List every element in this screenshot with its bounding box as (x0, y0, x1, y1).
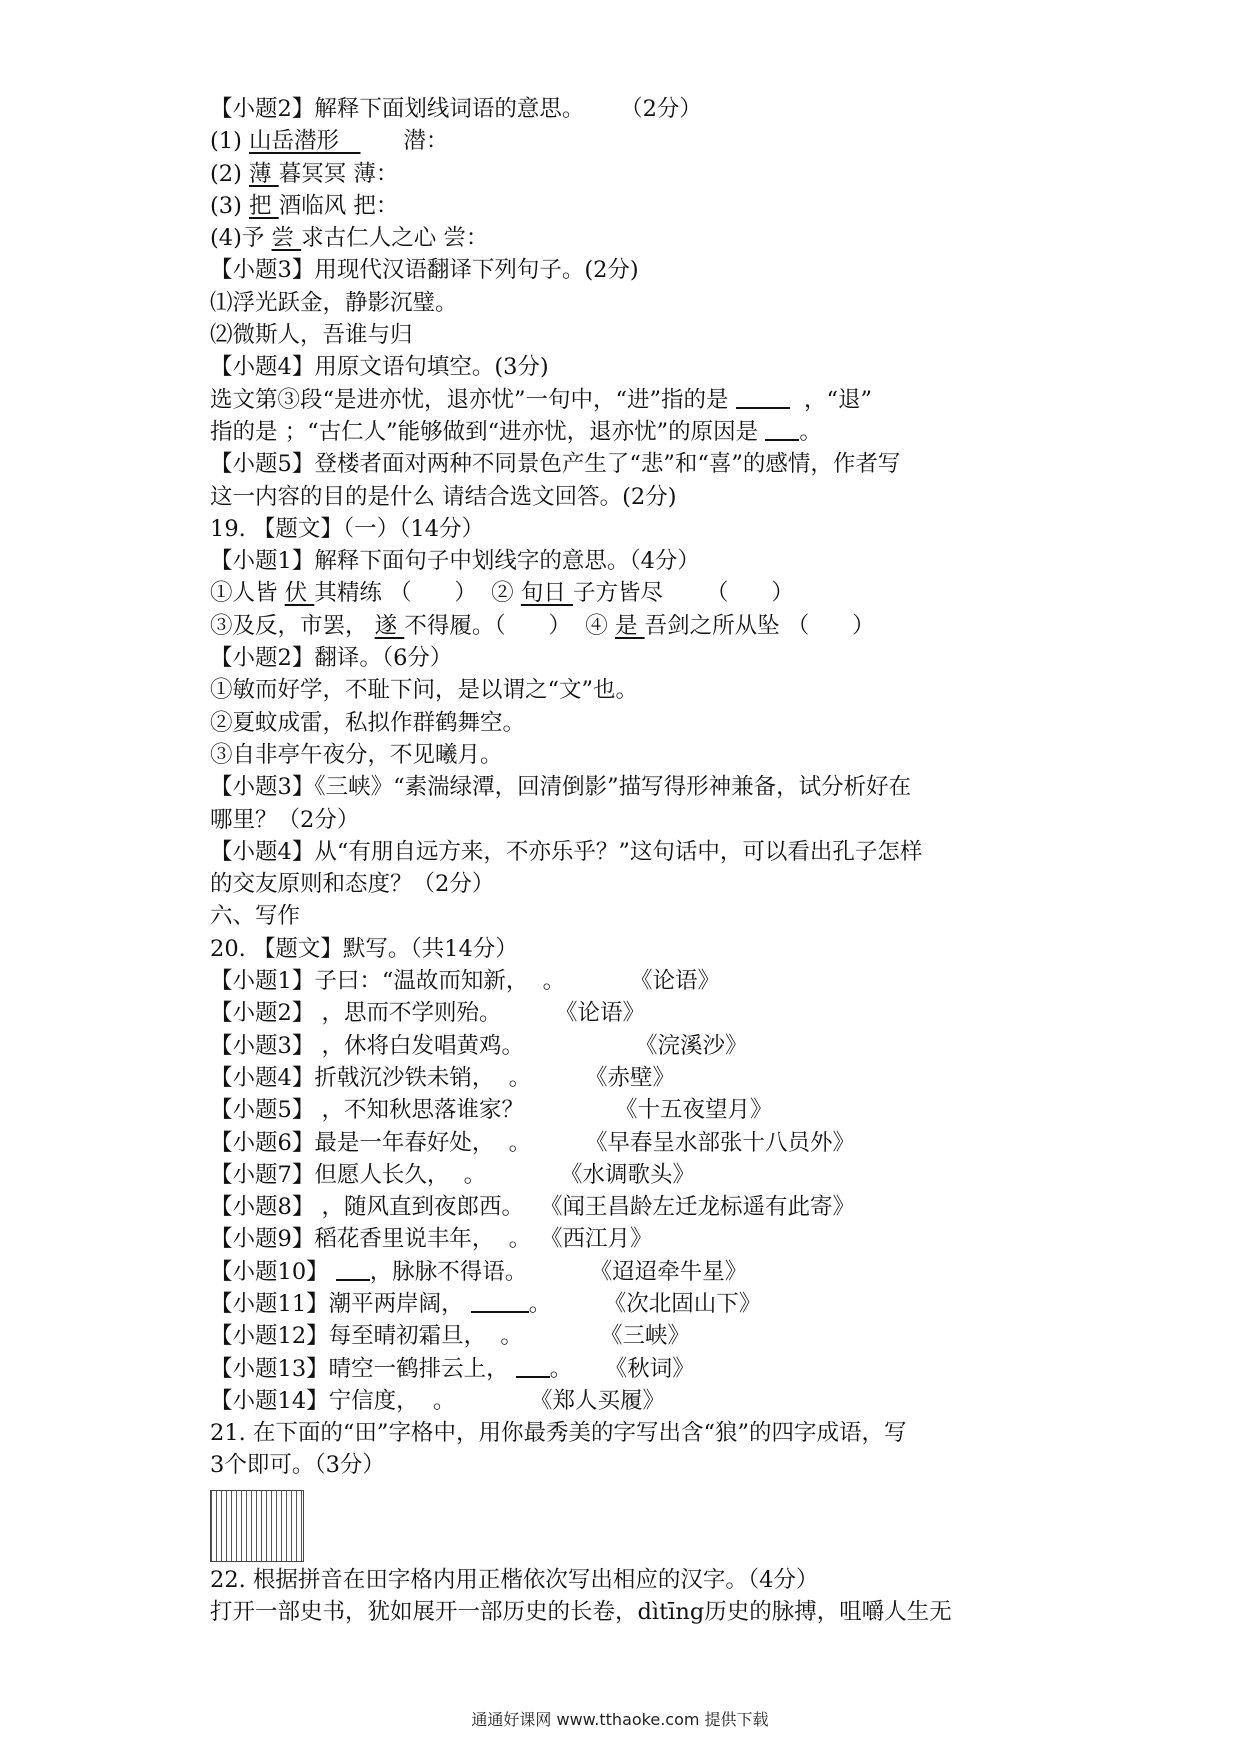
underlined-term: 是 (614, 612, 645, 639)
text-segment: 潜： (360, 128, 449, 155)
text-segment: ①敏而好学，不耻下问，是以谓之“文”也。 (210, 677, 639, 704)
underlined-term: 山岳潜形 (249, 128, 361, 155)
text-line (210, 577, 1040, 609)
tianzi-writing-grid[interactable] (210, 1490, 304, 1562)
text-segment: 。 (799, 418, 822, 445)
text-segment: 【小题4】用原文语句填空。(3分) (210, 354, 549, 381)
text-line (210, 513, 1040, 545)
text-segment: 《西江月》 (540, 1226, 653, 1253)
underlined-term: 伏 (284, 580, 315, 607)
fill-in-blank[interactable] (736, 385, 790, 409)
text-line (210, 868, 1040, 900)
text-segment: 3个即可。（3分） (210, 1452, 385, 1479)
text-segment: ③自非亭午夜分，不见曦月。 (210, 741, 503, 768)
text-segment: 指的是 ；“古仁人”能够做到“进亦忧，退亦忧”的原因是 (210, 418, 766, 445)
text-line (210, 384, 1040, 416)
text-segment: 【小题10】 (210, 1258, 336, 1285)
text-segment: 选文第③段“是进亦忧，退亦忧”一句中，“进”指的是 (210, 386, 736, 413)
text-segment: 《论语》 (630, 968, 721, 995)
text-segment: 《秋词》 (604, 1355, 695, 1382)
text-line (210, 351, 1040, 383)
text-segment: (3) (210, 192, 250, 219)
text-line (210, 836, 1040, 868)
text-line (210, 642, 1040, 674)
text-segment: 酒临风 把： (278, 192, 399, 219)
text-line (210, 448, 1040, 480)
text-line (210, 1223, 1040, 1255)
text-segment: 《迢迢牵牛星》 (589, 1258, 748, 1285)
text-line (210, 965, 1040, 997)
text-segment: (4)予 (210, 225, 272, 252)
document-page (210, 93, 1040, 1628)
text-segment: 不得履。（ ） ④ (404, 612, 615, 639)
text-line (210, 1030, 1040, 1062)
text-segment: 【小题1】子曰：“温故而知新， 。 (210, 968, 566, 995)
text-line (210, 1417, 1040, 1449)
text-line (210, 933, 1040, 965)
text-segment: ①人皆 (210, 580, 285, 607)
text-segment: 哪里？（2分） (210, 806, 360, 833)
text-line (210, 254, 1040, 286)
text-segment: 【小题13】晴空一鹤排云上， (210, 1355, 516, 1382)
text-line (210, 545, 1040, 577)
text-line (210, 610, 1040, 642)
text-segment: 暮冥冥 薄： (278, 160, 399, 187)
text-segment: 【小题2】解释下面划线词语的意思。 （2分） (210, 96, 702, 122)
text-line (210, 739, 1040, 771)
text-line (210, 1449, 1040, 1481)
text-line (210, 1596, 1040, 1628)
underlined-term: 薄 (249, 160, 279, 187)
page-footer: 通通好课网 www.tthaoke.com 提供下载 (471, 1710, 769, 1729)
text-segment: 【小题5】登楼者面对两种不同景色产生了“悲”和“喜”的感情，作者写 (210, 451, 901, 478)
text-segment: 《论语》 (555, 1000, 646, 1027)
text-segment: 。 (549, 1355, 573, 1382)
text-line (210, 1159, 1040, 1191)
text-line (210, 1191, 1040, 1223)
text-line (210, 1062, 1040, 1094)
fill-in-blank[interactable] (516, 1354, 550, 1378)
text-line (210, 93, 1040, 125)
text-segment: 【小题4】从“有朋自远方来，不亦乐乎？”这句话中，可以看出孔子怎样 (210, 838, 923, 865)
text-segment: (1) (210, 128, 250, 155)
text-segment: 【小题9】稻花香里说丰年， 。 (210, 1226, 532, 1253)
text-segment: 【小题1】解释下面句子中划线字的意思。（4分） (210, 548, 700, 575)
text-segment: 《赤壁》 (585, 1064, 676, 1091)
text-segment: 《闻王昌龄左迁龙标遥有此寄》 (540, 1194, 856, 1221)
text-segment: 19. 【题文】（一）（14分） (210, 515, 485, 542)
tianzi-grid-row (210, 1482, 1040, 1564)
text-segment: 【小题3】《三峡》“素湍绿潭，回清倒影”描写得形神兼备，试分析好在 (210, 774, 912, 801)
text-segment: 【小题2】翻译。（6分） (210, 645, 453, 672)
text-segment: (2) (210, 160, 250, 187)
text-segment: 【小题8】 ，随风直到夜郎西。 (210, 1194, 524, 1221)
text-segment: 22. 根据拼音在田字格内用正楷依次写出相应的汉字。（4分） (210, 1566, 819, 1593)
text-line (210, 997, 1040, 1029)
text-line (210, 707, 1040, 739)
text-segment: 21. 在下面的“田”字格中，用你最秀美的字写出含“狼”的四字成语，写 (210, 1420, 907, 1447)
text-segment: 【小题3】 ，休将白发唱黄鸡。 (210, 1032, 524, 1059)
text-line (210, 481, 1040, 513)
fill-in-blank[interactable] (336, 1257, 370, 1281)
text-line (210, 1256, 1040, 1288)
text-line (210, 1288, 1040, 1320)
underlined-term: 遂 (374, 612, 405, 639)
text-segment: 六、写作 (210, 903, 301, 930)
text-segment: 。 (528, 1290, 552, 1317)
text-segment: 【小题7】但愿人长久， 。 (210, 1161, 487, 1188)
text-segment: 【小题11】潮平两岸阔， (210, 1290, 471, 1317)
text-line (210, 287, 1040, 319)
text-segment: 【小题14】宁信度， 。 (210, 1387, 456, 1414)
underlined-term: 旬日 (520, 580, 573, 607)
text-segment: 其精练 （ ） ② (314, 580, 521, 607)
text-segment: 打开一部史书，犹如展开一部历史的长卷，dìtīng历史的脉搏，咀嚼人生无 (210, 1599, 952, 1626)
text-segment: 【小题12】每至晴初霜旦， 。 (210, 1323, 523, 1350)
text-segment: 的交友原则和态度？（2分） (210, 871, 495, 898)
text-segment: 【小题4】折戟沉沙铁未销， 。 (210, 1064, 532, 1091)
text-line (210, 1094, 1040, 1126)
text-line (210, 674, 1040, 706)
text-line (210, 804, 1040, 836)
text-segment: 《次北固山下》 (603, 1290, 762, 1317)
text-line (210, 900, 1040, 932)
fill-in-blank[interactable] (765, 417, 799, 441)
text-line (210, 1385, 1040, 1417)
text-line (210, 1564, 1040, 1596)
text-segment: 【小题6】最是一年春好处， 。 (210, 1129, 532, 1156)
text-segment: 20. 【题文】默写。（共14分） (210, 935, 518, 962)
text-segment: 吾剑之所从坠 （ ） (644, 612, 875, 639)
text-line (210, 1320, 1040, 1352)
text-segment: ⑴浮光跃金，静影沉璧。 (210, 289, 458, 316)
text-line (210, 158, 1040, 190)
text-segment: 《水调歌头》 (560, 1161, 696, 1188)
text-line (210, 416, 1040, 448)
text-segment: 《三峡》 (600, 1323, 691, 1350)
text-segment: 【小题3】用现代汉语翻译下列句子。(2分) (210, 257, 639, 284)
text-segment: ②夏蚊成雷，私拟作群鹤舞空。 (210, 709, 526, 736)
underlined-term: 把 (249, 192, 279, 219)
text-line (210, 319, 1040, 351)
underlined-term: 尝 (271, 225, 302, 252)
fill-in-blank[interactable] (471, 1289, 529, 1313)
text-segment: 这一内容的目的是什么 请结合选文回答。(2分) (210, 483, 677, 510)
text-line (210, 222, 1040, 254)
text-segment: ，脉脉不得语。 (369, 1258, 528, 1285)
text-line (210, 190, 1040, 222)
text-segment: 子方皆尽 （ ） (573, 580, 794, 607)
text-line (210, 125, 1040, 157)
text-segment: 《十五夜望月》 (615, 1097, 773, 1124)
text-line (210, 1353, 1040, 1385)
text-segment: 《郑人买履》 (530, 1387, 666, 1414)
text-segment: 《早春呈水部张十八员外》 (585, 1129, 856, 1156)
text-segment: 【小题5】 ，不知秋思落谁家？ (210, 1097, 524, 1124)
text-segment: 【小题2】 ，思而不学则殆。 (210, 1000, 502, 1027)
text-segment: ⑵微斯人，吾谁与归 (210, 322, 413, 349)
text-line (210, 1127, 1040, 1159)
text-segment: ，“退” (789, 386, 872, 413)
text-segment: 《浣溪沙》 (635, 1032, 748, 1059)
text-segment: ③及反，市罢， (210, 612, 375, 639)
text-line (210, 771, 1040, 803)
text-segment: 求古仁人之心 尝： (301, 225, 489, 252)
